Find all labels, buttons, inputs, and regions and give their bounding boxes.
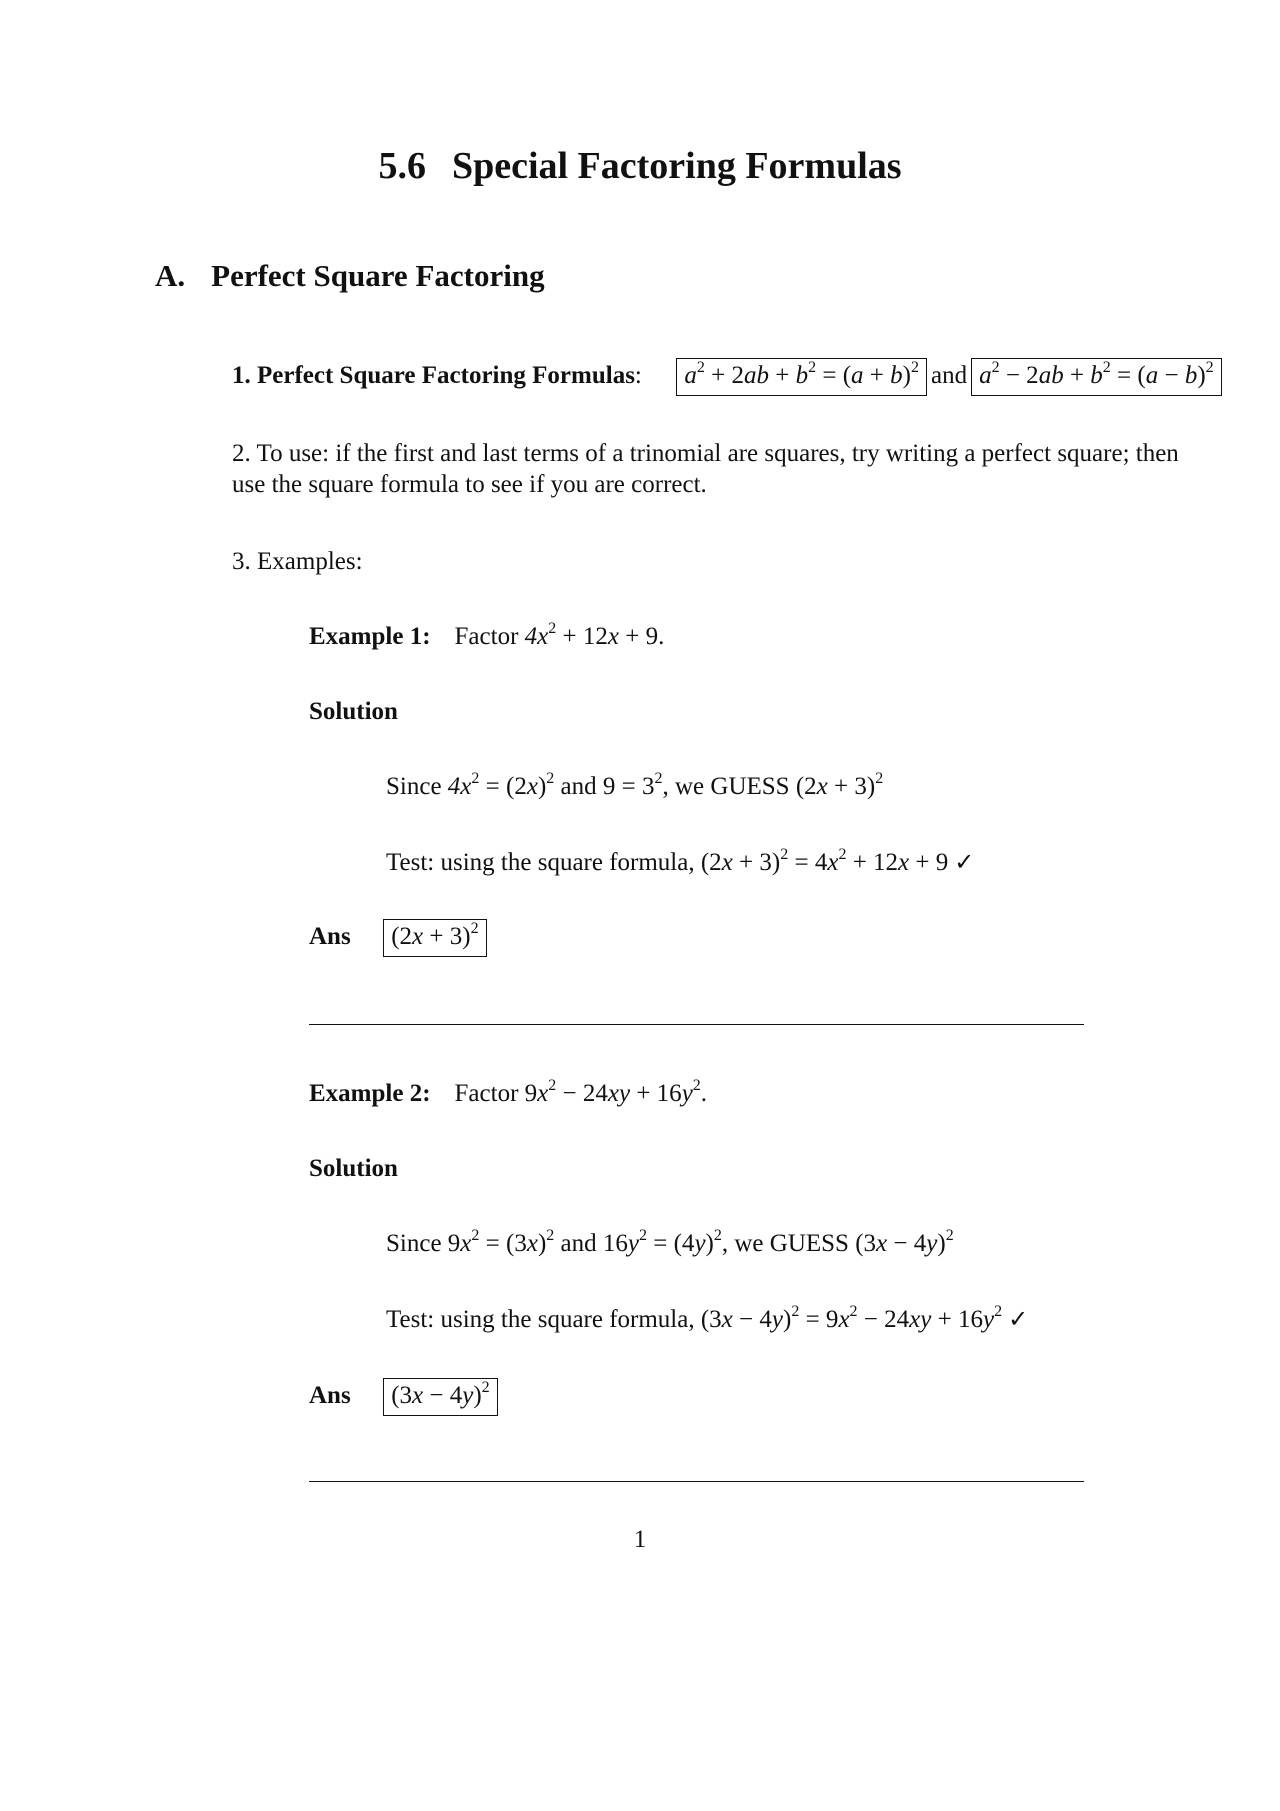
formula-connector: and <box>930 362 968 389</box>
example-2-label: Example 2: <box>309 1080 431 1107</box>
example-1-answer-box: $(2x + 3)^2$ <box>383 919 486 957</box>
checkmark-icon: ✓ <box>1008 1305 1029 1333</box>
examples-heading: 3. Examples: <box>232 548 363 575</box>
example-1-answer-row <box>309 921 487 957</box>
usage-paragraph: 2. To use: if the first and last terms of a trinomial are squares, try writing a perfect square; then use the square formula to see if you are correct. <box>232 440 1179 498</box>
example-1-since-line: Since $4x^2 = (2x)^2$ and $9 = 3^2$, we GUESS $(2x + 3)^2$ <box>386 770 884 800</box>
example-1-divider <box>309 1024 1084 1025</box>
page-title-text: Special Factoring Formulas <box>451 145 902 187</box>
section-letter: A. <box>155 258 186 293</box>
example-1-test-line: Test: using the square formula, $(2x + 3)^2 = 4x^2 + 12x + 9$ ✓ <box>386 846 975 876</box>
example-1-ans-label: Ans <box>309 923 351 950</box>
formula-item-label: 1. Perfect Square Factoring Formulas <box>232 362 635 389</box>
page-number: 1 <box>633 1526 647 1553</box>
section-heading <box>155 256 545 296</box>
example-2-test-line: Test: using the square formula, $(3x - 4y)^2 = 9x^2 - 24xy + 16y^2$ ✓ <box>386 1303 1029 1333</box>
example-2-prompt: Factor $9x^2 - 24xy + 16y^2$. <box>454 1077 708 1107</box>
perfect-square-minus-formula <box>971 358 1222 396</box>
example-2-solution-label: Solution <box>309 1155 398 1182</box>
formula-item <box>232 358 1222 396</box>
example-2-since-line: Since $9x^2 = (3x)^2$ and $16y^2 = (4y)^2$, we GUESS $(3x - 4y)^2$ <box>386 1227 954 1257</box>
example-2-answer-row <box>309 1378 498 1416</box>
page-title <box>0 142 1280 190</box>
example-2-ans-label: Ans <box>309 1382 351 1409</box>
example-2-answer-box: $(3x - 4y)^2$ <box>383 1378 497 1416</box>
perfect-square-plus-formula <box>676 358 927 396</box>
example-2-header <box>309 1078 707 1110</box>
example-1-prompt: Factor $4x^2 + 12x + 9$. <box>454 620 665 650</box>
checkmark-icon: ✓ <box>954 848 975 876</box>
formula-item-colon: : <box>634 362 642 389</box>
page-title-number: 5.6 <box>378 145 426 187</box>
example-1-solution-label: Solution <box>309 698 398 725</box>
example-1-header <box>309 621 664 653</box>
example-2-divider <box>309 1481 1084 1482</box>
minus-formula-visual: $a^2 - 2ab + b^2 = (a - b)^2$ <box>979 359 1214 389</box>
example-1-label: Example 1: <box>309 623 431 650</box>
section-heading-text: Perfect Square Factoring <box>211 258 545 293</box>
plus-formula-visual: $a^2 + 2ab + b^2 = (a + b)^2$ <box>684 359 919 389</box>
